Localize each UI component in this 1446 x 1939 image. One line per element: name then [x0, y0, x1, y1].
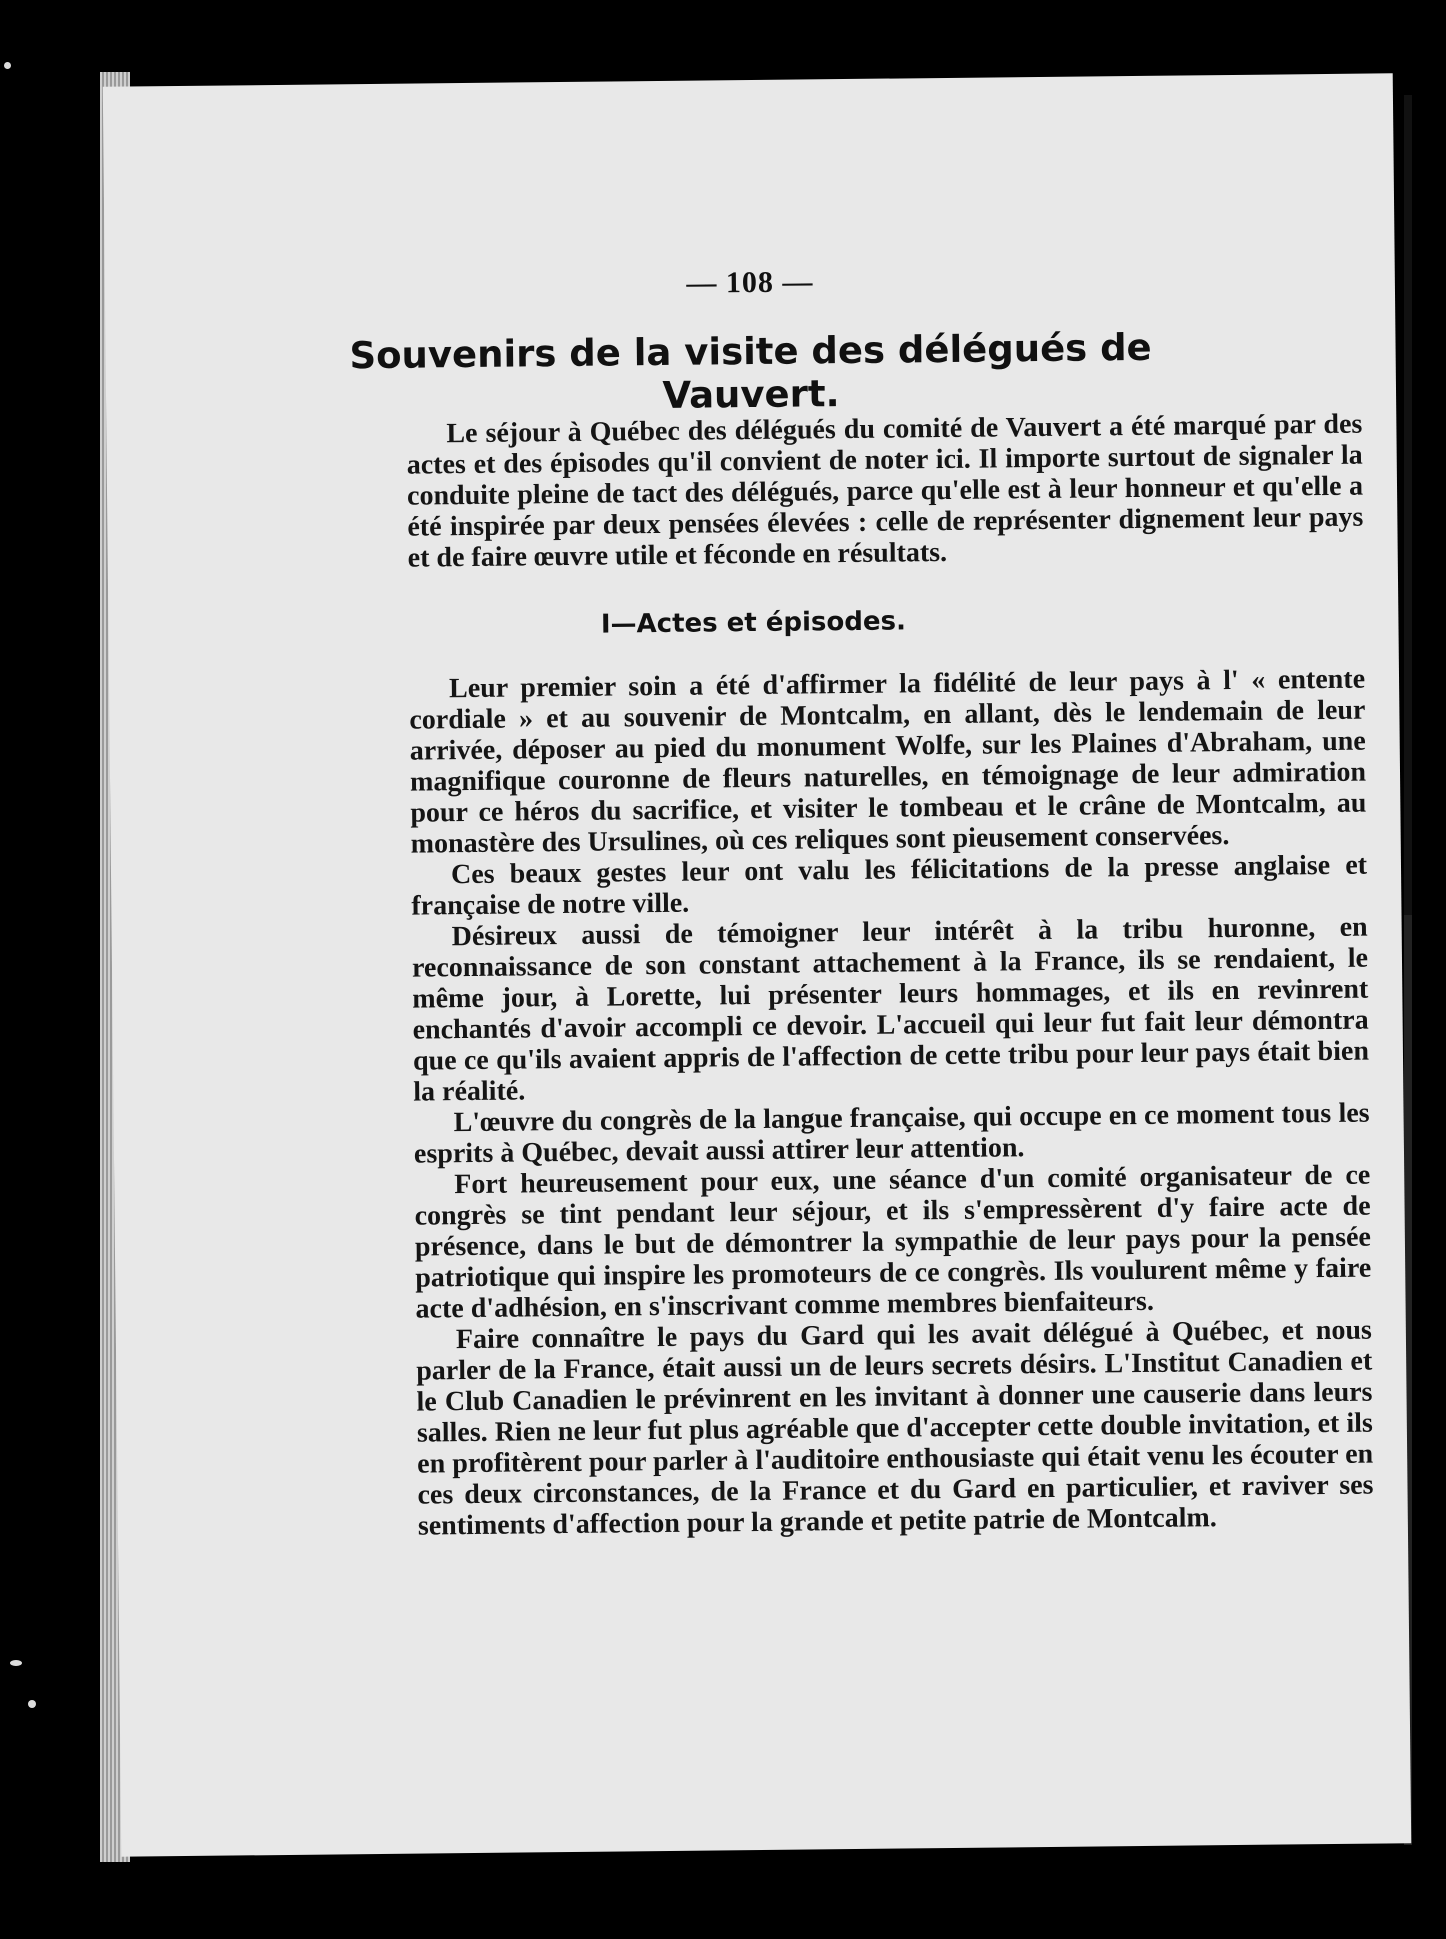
paragraph-6: Faire connaître le pays du Gard qui les avait délégué à Québec, et nous parler de la France, était aussi un de leurs secrets désirs. L'Institut Canadien et le Club Canadien le prévinrent en les invitant à donner une causerie dans leurs salles. Rien ne leur fut plus agréable que d'accepter cette double invitation, et ils en profitèrent pour parler à l'auditoire enthousiaste qui était venu les écouter en ces deux circonstances, de la France et du Gard en particulier, et raviver ses sentiments d'affection pour la grande et petite patrie de Montcalm.	[416, 1314, 1374, 1542]
section-heading: I—Actes et épisodes.	[600, 606, 907, 640]
facing-page-edge	[1404, 95, 1412, 915]
intro-paragraph: Le séjour à Québec des délégués du comité de Vauvert a été marqué par des actes et des épisodes qu'il convient de noter ici. Il importe surtout de signaler la conduite pleine de tact des délégués, parce qu'elle est à leur honneur et qu'elle a été inspirée par deux pensées élevées : celle de représenter dignement leur pays et de faire œuvre utile et féconde en résultats.	[406, 408, 1364, 574]
scan-speck	[10, 1660, 22, 1666]
paragraph-1: Leur premier soin a été d'affirmer la fidélité de leur pays à l' « entente cordiale » et au souvenir de Montcalm, en allant, dès le lendemain de leur arrivée, déposer au pied du monument Wolfe, sur les Plaines d'Abraham, une magnifique couronne de fleurs naturelles, en témoignage de leur admiration pour ce héros du sacrifice, et visiter le tombeau et le crâne de Montcalm, au monastère des Ursulines, où ces reliques sont pieusement conservées.	[409, 663, 1367, 860]
scan-speck	[4, 62, 11, 69]
page-number: — 108 —	[686, 265, 814, 300]
paragraph-3: Désireux aussi de témoigner leur intérêt à la tribu huronne, en reconnaissance de son constant attachement à la France, ils se rendaient, le même jour, à Lorette, lui présenter leurs hommages, et ils en revinrent enchantés d'avoir accompli ce devoir. L'accueil qui leur fut fait leur démontra que ce qu'ils avaient appris de l'affection de cette tribu pour leur pays était bien la réalité.	[411, 911, 1370, 1108]
paragraph-5: Fort heureusement pour eux, une séance d'un comité organisateur de ce congrès se tint pendant leur séjour, et ils s'empressèrent d'y faire acte de présence, dans le but de démontrer la sympathie de leur pays pour la pensée patriotique qui inspire les promoteurs de ce congrès. Ils voulurent même y faire acte d'adhésion, en s'inscrivant comme membres bienfaiteurs.	[414, 1159, 1372, 1325]
scan-speck	[28, 1700, 36, 1708]
section-body	[409, 664, 1374, 1542]
intro-paragraph-block	[406, 409, 1364, 574]
paragraph-4: L'œuvre du congrès de la langue française, qui occupe en ce moment tous les esprits à Québec, devait aussi attirer leur attention.	[413, 1097, 1370, 1170]
page-title: Souvenirs de la visite des délégués de Vauvert.	[349, 325, 1152, 417]
paragraph-2: Ces beaux gestes leur ont valu les félicitations de la presse anglaise et française de notre ville.	[411, 849, 1368, 922]
scanned-page	[103, 73, 1411, 1856]
